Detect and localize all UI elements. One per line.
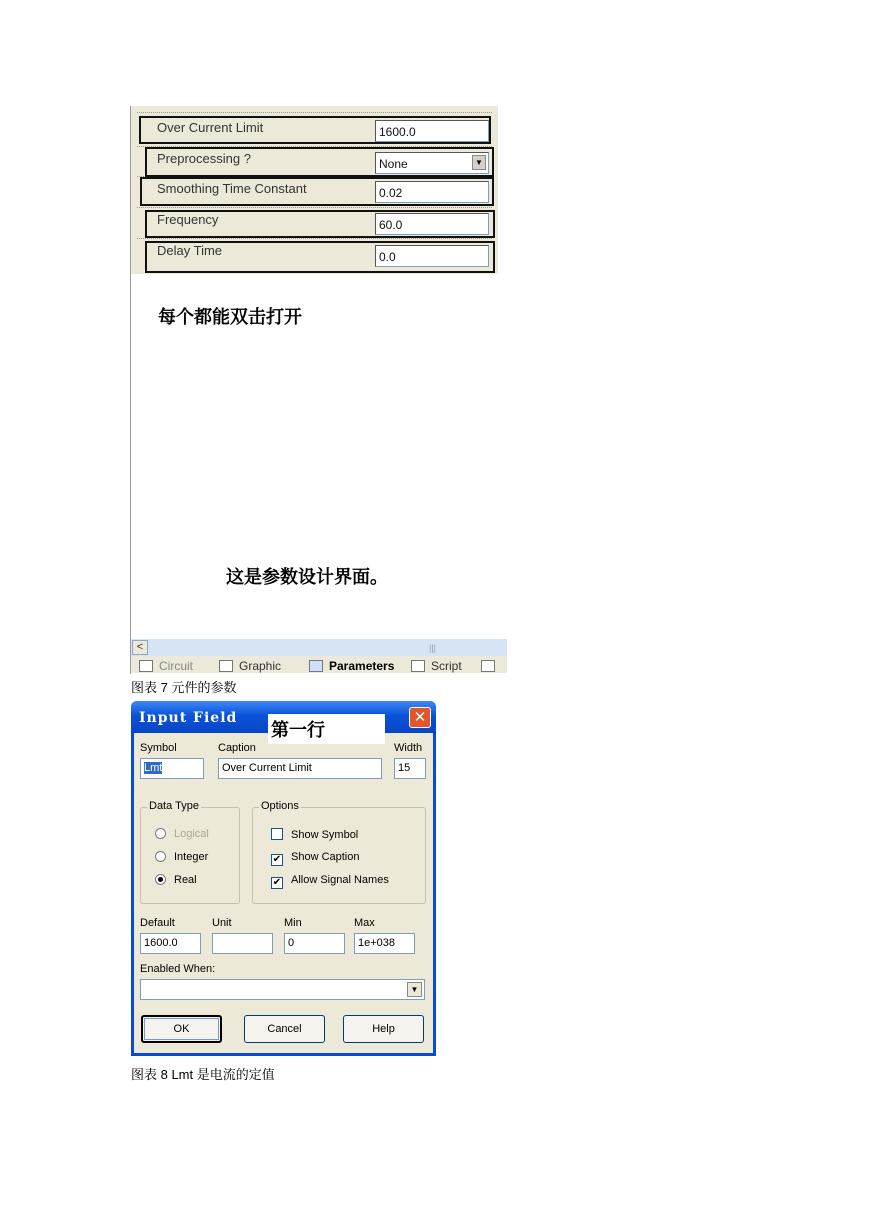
param-label: Over Current Limit [157, 120, 264, 135]
default-field[interactable]: 1600.0 [140, 933, 201, 954]
param-row-delay-time[interactable] [131, 238, 498, 269]
tab-parameters[interactable] [309, 659, 394, 673]
param-label: Smoothing Time Constant [157, 181, 307, 196]
param-select-value: None [379, 157, 408, 171]
grid-dots [137, 112, 492, 113]
unit-label: Unit [212, 917, 232, 929]
checkbox-label: Show Caption [291, 851, 360, 863]
checkbox-show-caption[interactable] [271, 851, 360, 866]
max-field[interactable]: 1e+038 [354, 933, 415, 954]
radio-logical[interactable] [155, 828, 209, 840]
double-click-note: 每个都能双击打开 [158, 307, 302, 328]
script-icon [411, 660, 425, 672]
row-annotation-label: 第一行 [268, 714, 385, 744]
ok-button[interactable]: OK [141, 1015, 222, 1043]
param-row-smoothing-time-constant[interactable] [131, 176, 498, 207]
param-label: Delay Time [157, 243, 223, 258]
checkbox-allow-signal-names[interactable] [271, 874, 389, 889]
horizontal-scrollbar[interactable] [131, 639, 507, 656]
symbol-field[interactable] [140, 758, 204, 779]
caption-label: Caption [218, 742, 256, 754]
min-label: Min [284, 917, 302, 929]
tab-script[interactable] [411, 659, 462, 673]
more-tab-icon [481, 660, 495, 672]
scroll-left-icon[interactable]: < [132, 640, 148, 655]
width-field[interactable]: 15 [394, 758, 426, 779]
tab-circuit[interactable] [139, 659, 193, 673]
scroll-grip-icon[interactable]: ||| [429, 643, 437, 653]
enabled-when-label: Enabled When: [140, 963, 216, 975]
max-label: Max [354, 917, 375, 929]
design-view-note: 这是参数设计界面。 [226, 567, 388, 588]
editor-tab-bar [131, 656, 507, 673]
symbol-label: Symbol [140, 742, 177, 754]
dialog-body [134, 733, 433, 1053]
canvas-border [130, 274, 131, 674]
param-label: Preprocessing ? [157, 151, 251, 166]
cancel-button[interactable]: Cancel [244, 1015, 325, 1043]
data-type-title: Data Type [149, 800, 199, 812]
parameters-icon [309, 660, 323, 672]
caption-field[interactable]: Over Current Limit [218, 758, 382, 779]
radio-selected-icon [155, 874, 166, 885]
param-value-field[interactable]: 0.02 [375, 181, 489, 203]
parameter-panel [130, 106, 498, 274]
dialog-title: Input Field [139, 710, 238, 726]
close-icon[interactable]: ✕ [409, 707, 431, 728]
radio-icon [155, 828, 166, 839]
radio-label: Integer [174, 851, 209, 863]
param-row-preprocessing[interactable] [131, 146, 498, 177]
param-value-field[interactable]: 0.0 [375, 245, 489, 267]
chevron-down-icon[interactable]: ▼ [407, 982, 422, 997]
options-group [252, 800, 426, 904]
radio-integer[interactable] [155, 851, 208, 863]
width-label: Width [394, 742, 423, 754]
chevron-down-icon[interactable]: ▼ [472, 155, 486, 170]
tab-label: Script [431, 659, 462, 673]
default-label: Default [140, 917, 175, 929]
radio-label: Real [174, 874, 197, 886]
circuit-icon [139, 660, 153, 672]
symbol-value: Lmt [144, 762, 163, 774]
param-value-field[interactable]: 60.0 [375, 213, 489, 235]
tab-label: Parameters [329, 659, 395, 673]
checkbox-icon [271, 828, 283, 840]
radio-real[interactable] [155, 874, 197, 886]
param-label: Frequency [157, 212, 219, 227]
checkbox-label: Allow Signal Names [291, 874, 389, 886]
param-row-frequency[interactable] [131, 207, 498, 238]
help-button[interactable]: Help [343, 1015, 424, 1043]
radio-icon [155, 851, 166, 862]
tab-label: Circuit [159, 659, 194, 673]
radio-label: Logical [174, 828, 209, 840]
figure-caption: 图表 7 元件的参数 [131, 680, 237, 695]
tab-graphic[interactable] [219, 659, 281, 673]
checkmark-icon: ✔ [272, 854, 282, 865]
tab-label: Graphic [239, 659, 282, 673]
options-title: Options [261, 800, 299, 812]
param-value-field[interactable]: 1600.0 [375, 120, 489, 142]
checkbox-label: Show Symbol [291, 829, 359, 841]
param-row-over-current-limit[interactable] [131, 116, 498, 147]
enabled-when-combo[interactable] [140, 979, 425, 1000]
checkbox-show-symbol[interactable] [271, 828, 358, 841]
figure-caption: 图表 8 Lmt 是电流的定值 [131, 1067, 275, 1082]
param-select[interactable] [375, 152, 489, 174]
graphic-icon [219, 660, 233, 672]
input-field-dialog [131, 701, 436, 1056]
min-field[interactable]: 0 [284, 933, 345, 954]
data-type-group [140, 800, 240, 904]
unit-field[interactable] [212, 933, 273, 954]
checkmark-icon: ✔ [272, 877, 282, 888]
tab-more[interactable] [481, 659, 501, 673]
